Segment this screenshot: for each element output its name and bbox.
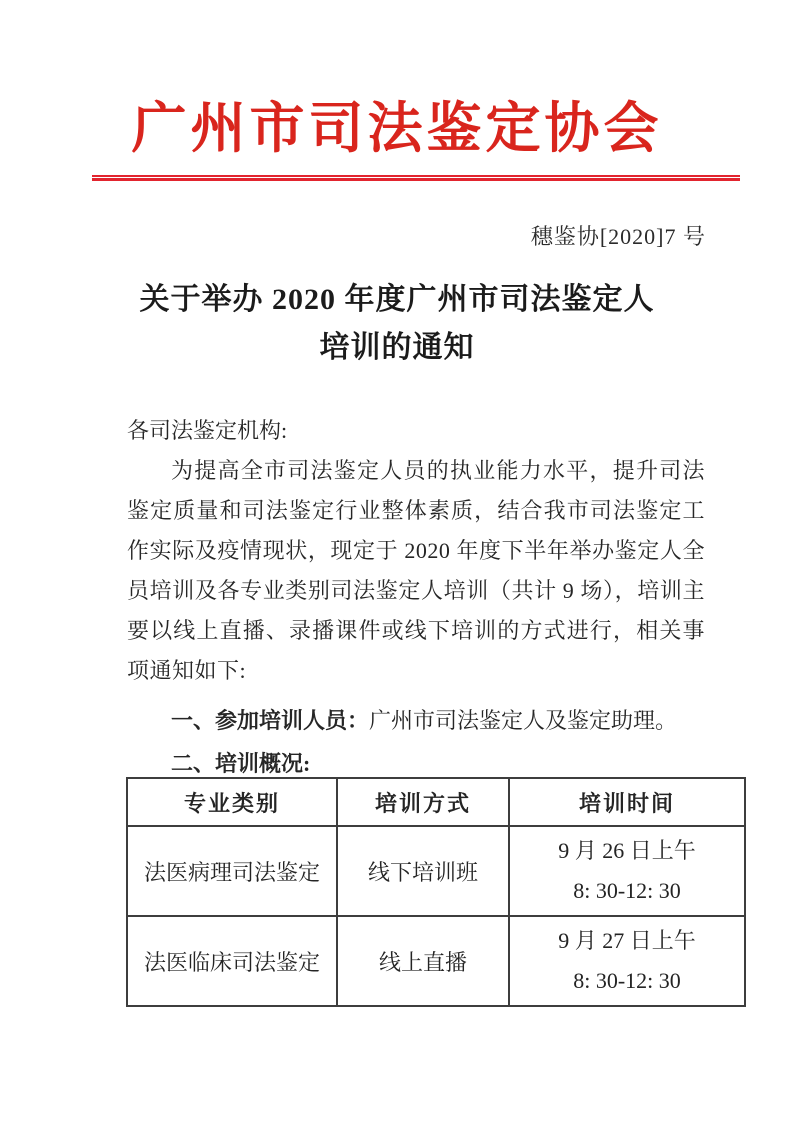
table-header-method: 培训方式: [337, 778, 509, 826]
doc-title-line1: 关于举办 2020 年度广州市司法鉴定人: [139, 283, 655, 316]
section-participants: [127, 701, 747, 741]
intro-paragraph: 为提高全市司法鉴定人员的执业能力水平，提升司法鉴定质量和司法鉴定行业整体素质，结合我市司法鉴定工作实际及疫情现状，现定于 2020 年度下半年举办鉴定人全员培训及各专业类别司法鉴定人培训（共计 9 场），培训主要以线上直播、录播课件或线下培训的方式进行，相关事项通知如下:: [127, 458, 705, 683]
cell-method: 线上直播: [337, 916, 509, 1006]
section-participants-text: 广州市司法鉴定人及鉴定助理。: [369, 708, 678, 733]
cell-category: 法医病理司法鉴定: [127, 826, 337, 916]
table-row: [127, 826, 745, 916]
doc-title-line2: 培训的通知: [319, 331, 475, 364]
cell-time-hours: 8: 30-12: 30: [573, 968, 681, 993]
cell-method: 线下培训班: [337, 826, 509, 916]
training-table: [126, 777, 746, 1007]
header-divider: [92, 175, 740, 181]
doc-title: [0, 276, 794, 372]
section-participants-label: 一、参加培训人员：: [171, 708, 370, 733]
cell-time-date: 9 月 27 日上午: [558, 928, 696, 953]
cell-time-hours: 8: 30-12: 30: [573, 878, 681, 903]
salutation: 各司法鉴定机构:: [127, 418, 288, 443]
section-overview-heading: 二、培训概况:: [171, 751, 311, 776]
table-header-time: 培训时间: [509, 778, 745, 826]
cell-time: [509, 826, 745, 916]
table-header-category: 专业类别: [127, 778, 337, 826]
org-title: 广州市司法鉴定协会: [131, 98, 663, 159]
cell-time-date: 9 月 26 日上午: [558, 838, 696, 863]
cell-time: [509, 916, 745, 1006]
table-row: [127, 916, 745, 1006]
cell-category: 法医临床司法鉴定: [127, 916, 337, 1006]
table-header-row: [127, 778, 745, 826]
doc-number: 穗鉴协[2020]7 号: [530, 224, 706, 249]
